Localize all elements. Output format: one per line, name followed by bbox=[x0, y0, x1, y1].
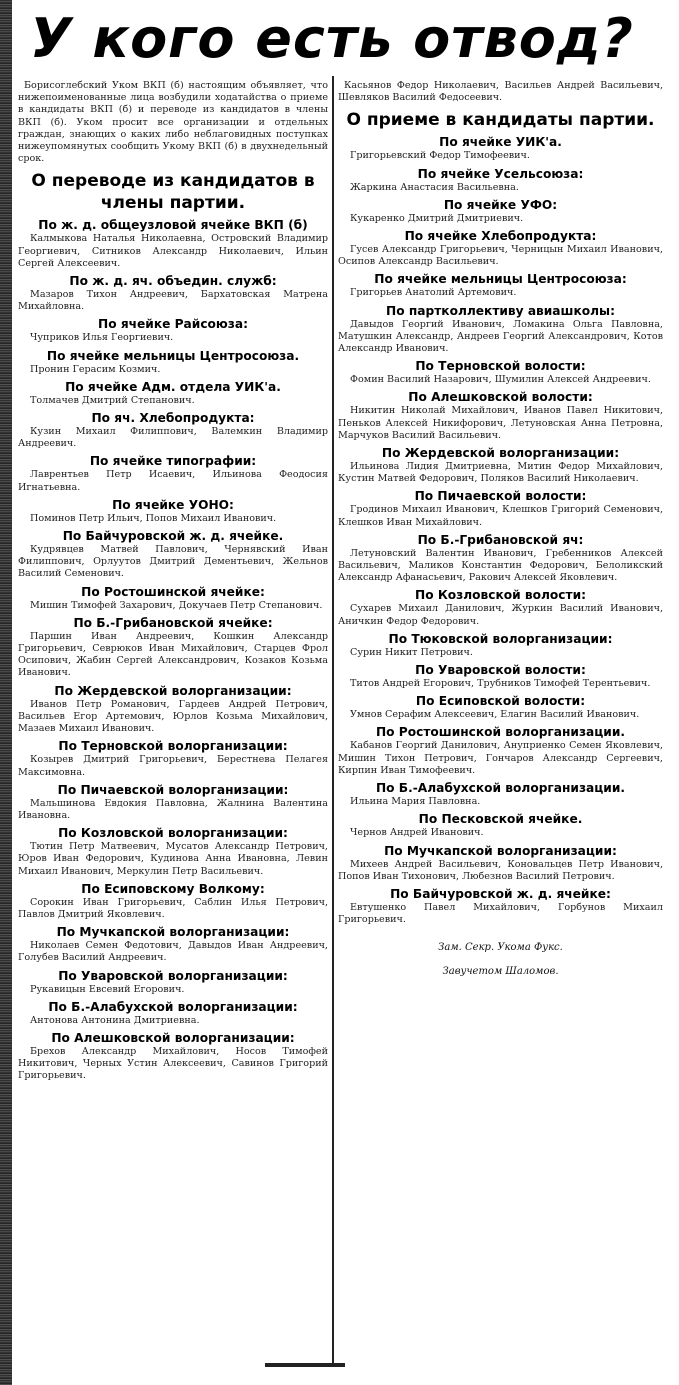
transfer-section-names: Толмачев Дмитрий Степанович. bbox=[30, 394, 195, 406]
transfer-section-names: Кузин Михаил Филиппович, Валемкин Владимир Андреевич. bbox=[18, 426, 328, 450]
transfer-section-heading: По ячейке УОНО: bbox=[112, 497, 234, 512]
signature-line-records: Завучетом Шаломов. bbox=[442, 966, 559, 978]
transfer-section-names: Николаев Семен Федотович, Давыдов Иван Андреевич, Голубев Василий Андреевич. bbox=[18, 940, 328, 964]
transfer-section-names: Чуприков Илья Георгиевич. bbox=[30, 332, 174, 344]
transfer-section-names: Тютин Петр Матвеевич, Мусатов Александр Петрович, Юров Иван Федорович, Кудинова Анна Ивановна, Левин Михаил Иванович, Меркулин Петр Васильевич. bbox=[18, 841, 328, 877]
admission-section-names: Кабанов Георгий Данилович, Ануприенко Семен Яковлевич, Мишин Тихон Петрович, Гончаров Александр Сергеевич, Кирпин Иван Тимофеевич. bbox=[338, 740, 663, 776]
transfer-section-heading: По Б.-Алабухской волорганизации: bbox=[48, 999, 298, 1014]
transfer-section-names: Поминов Петр Ильич, Попов Михаил Иванович. bbox=[30, 512, 277, 524]
transfer-section-names: Пронин Герасим Козмич. bbox=[30, 363, 161, 375]
admission-section-names: Фомин Василий Назарович, Шумилин Алексей Андреевич. bbox=[350, 374, 651, 386]
admission-section-heading: По Жердевской волорганизации: bbox=[381, 446, 620, 461]
transfer-section-names: Паршин Иван Андреевич, Кошкин Александр Григорьевич, Севрюков Иван Михайлович, Старцев Фрол Осипович, Жабин Сергей Александрович, Козаков Козьма Иванович. bbox=[18, 630, 328, 679]
bottom-rule bbox=[265, 1363, 345, 1367]
transfer-section-names: Сорокин Иван Григорьевич, Саблин Илья Петрович, Павлов Дмитрий Яковлевич. bbox=[18, 896, 328, 920]
transfer-section-heading: По Уваровской волорганизации: bbox=[58, 968, 288, 983]
admission-section-names: Титов Андрей Егорович, Трубников Тимофей Терентьевич. bbox=[350, 678, 651, 690]
transfer-section-heading: По Есиповскому Волкому: bbox=[81, 881, 265, 896]
transfer-section-heading: По Жердевской волорганизации: bbox=[54, 683, 292, 698]
right-column bbox=[338, 80, 663, 984]
admission-section-heading: По Есиповской волости: bbox=[415, 694, 586, 709]
transfer-section-heading: По Мучкапской волорганизации: bbox=[56, 925, 290, 940]
admission-section-heading: По Мучкапской волорганизации: bbox=[384, 843, 617, 858]
transfer-section-heading: По Козловской волорганизации: bbox=[58, 826, 288, 841]
transfer-section-heading: По Ростошинской ячейке: bbox=[81, 584, 265, 599]
transfer-sections bbox=[18, 218, 328, 1082]
admission-section-names: Давыдов Георгий Иванович, Ломакина Ольга Павловна, Матушкин Александр, Андреев Георгий Александрович, Котов Александр Иванович. bbox=[338, 318, 663, 355]
admission-section-title: О приеме в кандидаты партии. bbox=[346, 110, 655, 131]
transfer-section-heading: По Пичаевской волорганизации: bbox=[57, 782, 289, 797]
admission-section-names: Сурин Никит Петрович. bbox=[350, 646, 473, 658]
admission-section-heading: По Байчуровской ж. д. ячейке: bbox=[390, 886, 611, 901]
transfer-section-heading: По Б.-Грибановской ячейке: bbox=[73, 615, 273, 630]
signature-line-deputy: Зам. Секр. Укома Фукс. bbox=[438, 942, 563, 954]
column-divider bbox=[332, 76, 334, 1365]
transfer-section-names: Рукавицын Евсевий Егорович. bbox=[30, 983, 185, 995]
transfer-section-heading: По ячейке Адм. отдела УИК'а. bbox=[65, 379, 281, 394]
admission-section-heading: По Б.-Алабухской волорганизации. bbox=[375, 781, 626, 796]
transfer-section-names: Мишин Тимофей Захарович, Докучаев Петр Степанович. bbox=[30, 599, 323, 611]
admission-section-heading: По Песковской ячейке. bbox=[418, 812, 583, 827]
admission-section-heading: По партколлективу авиашколы: bbox=[386, 303, 615, 318]
transfer-section-heading: По ячейке Райсоюза: bbox=[98, 317, 248, 332]
transfer-section-names: Калмыкова Наталья Николаевна, Острoвский Владимир Георгиевич, Ситников Александр Николаевич, Ильин Сергей Алексеевич. bbox=[18, 233, 328, 269]
admission-section-heading: По Уваровской волости: bbox=[415, 663, 586, 678]
transfer-section-names: Лаврентьев Петр Исаевич, Ильинова Феодосия Игнатьевна. bbox=[18, 469, 328, 493]
transfer-section-names: Мазаров Тихон Андреевич, Бархатовская Матрена Михайловна. bbox=[18, 289, 328, 313]
admission-section-names: Евтушенко Павел Михайлович, Горбунов Михаил Григорьевич. bbox=[338, 901, 663, 926]
admission-section-names: Ильинова Лидия Дмитриевна, Митин Федор Михайлович, Кустин Матвей Федорович, Поляков Василий Николаевич. bbox=[338, 461, 663, 485]
admission-section-names: Летуновский Валентин Иванович, Гребенников Алексей Васильевич, Маликов Константин Федорович, Белоликский Александр Афанасьевич, Ракович Алексей Яковлевич. bbox=[338, 547, 663, 584]
signatures bbox=[338, 936, 663, 984]
transfer-section-names: Козырев Дмитрий Григорьевич, Берестнева Пелагея Максимовна. bbox=[18, 754, 328, 778]
continuation-paragraph: Касьянов Федор Николаевич, Васильев Андрей Васильевич, Шевляков Василий Федосеевич. bbox=[338, 80, 663, 104]
transfer-section-heading: По ж. д. яч. объедин. служб: bbox=[69, 274, 277, 289]
transfer-section-names: Антонова Антонина Дмитриевна. bbox=[30, 1014, 200, 1026]
transfer-section-heading: По Алешковской волорганизации: bbox=[51, 1030, 295, 1045]
intro-paragraph: Борисоглебский Уком ВКП (б) настоящим объявляет, что нижепоименованные лица возбудили ходатайства о приеме в кандидаты ВКП (б) и переводе из кандидатов в члены ВКП (б). Уком просит все организации и отдельных граждан, знающих о каких либо неблаговидных поступках нижеупомянутых сообщить Укому ВКП (б) в двухнедельный срок. bbox=[18, 80, 328, 165]
admission-section-heading: По ячейке УИК'а. bbox=[439, 135, 562, 150]
admission-section-names: Сухарев Михаил Данилович, Журкин Василий Иванович, Аничкин Федор Федорович. bbox=[338, 603, 663, 627]
admission-section-heading: По ячейке Хлебопродукта: bbox=[404, 229, 597, 244]
transfer-section-heading: По Байчуровской ж. д. ячейке. bbox=[62, 529, 284, 544]
page-edge-shadow bbox=[0, 0, 12, 1385]
admission-section-heading: По Терновской волости: bbox=[415, 359, 586, 374]
admission-section-heading: По Алешковской волости: bbox=[408, 390, 593, 405]
transfer-section-heading: По Терновской волорганизации: bbox=[58, 739, 288, 754]
admission-section-names: Гродинов Михаил Иванович, Клешков Григорий Семенович, Клешков Иван Михайлович. bbox=[338, 504, 663, 528]
transfer-section-heading: По ячейке мельницы Центросоюза. bbox=[46, 348, 300, 363]
transfer-section-heading: По ячейке типографии: bbox=[89, 454, 257, 469]
transfer-section-heading: По ж. д. общеузловой ячейке ВКП (б) bbox=[38, 218, 308, 233]
admission-sections bbox=[338, 135, 663, 926]
admission-section-heading: По Б.-Грибановской яч: bbox=[417, 532, 584, 547]
left-column bbox=[18, 80, 328, 1083]
admission-section-names: Григорьевский Федор Тимофеевич. bbox=[350, 150, 530, 162]
admission-section-heading: По Пичаевской волости: bbox=[414, 489, 587, 504]
admission-section-heading: По Тюковской волорганизации: bbox=[388, 631, 613, 646]
transfer-section-names: Кудрявцев Матвей Павлович, Чернявский Иван Филиппович, Орлуутов Дмитрий Дементьевич, Жельнов Василий Семенович. bbox=[18, 544, 328, 580]
admission-section-names: Чернов Андрей Иванович. bbox=[350, 827, 484, 839]
transfer-section-names: Мальшинова Евдокия Павловна, Жалнина Валентина Ивановна. bbox=[18, 797, 328, 821]
admission-section-names: Григорьев Анатолий Артемович. bbox=[350, 287, 517, 299]
admission-section-heading: По ячейке мельницы Центросоюза: bbox=[374, 272, 627, 287]
admission-section-names: Никитин Николай Михайлович, Иванов Павел Никитович, Пеньков Алексей Никифорович, Летуновская Анна Петровна, Марчуков Василий Васильевич. bbox=[338, 405, 663, 441]
transfer-section-names: Иванов Петр Романович, Гардеев Андрей Петрович, Васильев Егор Артемович, Юрлов Козьма Михайлович, Мазаев Михаил Иванович. bbox=[18, 698, 328, 735]
transfer-section-names: Брехов Александр Михайлович, Носов Тимофей Никитович, Черных Устин Алексеевич, Савинов Григорий Григорьевич. bbox=[18, 1045, 328, 1082]
admission-section-names: Ильина Мария Павловна. bbox=[350, 796, 481, 808]
admission-section-names: Гусев Александр Григорьевич, Черницын Михаил Иванович, Осипов Александр Васильевич. bbox=[338, 244, 663, 268]
admission-section-heading: По Ростошинской волорганизации. bbox=[375, 725, 626, 740]
admission-section-heading: По ячейке Усельсоюза: bbox=[417, 166, 584, 181]
admission-section-names: Кукаренко Дмитрий Дмитриевич. bbox=[350, 212, 524, 224]
page-headline: У кого есть отвод? bbox=[30, 7, 634, 70]
admission-section-heading: По Козловской волости: bbox=[415, 588, 586, 603]
transfer-section-title: О переводе из кандидатов в члены партии. bbox=[31, 171, 315, 214]
transfer-section-heading: По яч. Хлебопродукта: bbox=[91, 411, 255, 426]
admission-section-heading: По ячейке УФО: bbox=[443, 197, 558, 212]
admission-section-names: Михеев Андрей Васильевич, Коновальцев Петр Иванович, Попов Иван Тихонович, Любезнов Василий Петрович. bbox=[338, 858, 663, 882]
admission-section-names: Жаркина Анастасия Васильевна. bbox=[350, 181, 519, 193]
admission-section-names: Умнов Серафим Алексеевич, Елагин Василий Иванович. bbox=[350, 709, 640, 721]
